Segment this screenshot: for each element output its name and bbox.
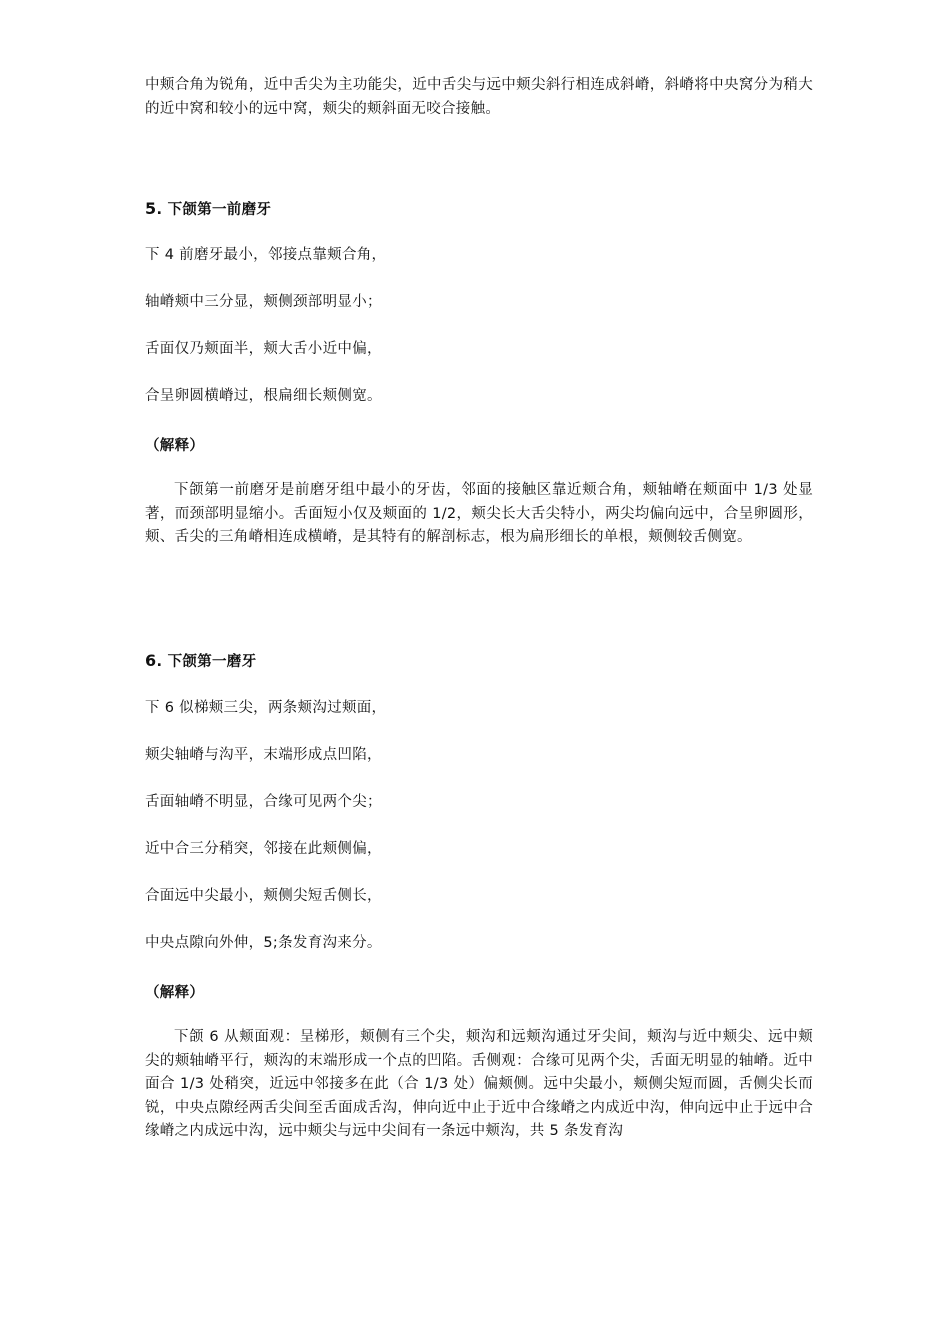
section-5-title: . 下颌第一前磨牙 <box>156 202 272 218</box>
section-6-title: . 下颌第一磨牙 <box>156 654 257 670</box>
section-6-verse: 颊尖轴嵴与沟平，末端形成点凹陷， <box>145 747 382 763</box>
intro-paragraph: 中颊合角为锐角，近中舌尖为主功能尖，近中舌尖与远中颊尖斜行相连成斜嵴，斜嵴将中央窝分为稍大的近中窝和较小的远中窝，颊尖的颊斜面无咬合接触。 <box>145 77 813 117</box>
section-5-verse: 舌面仅乃颊面半，颊大舌小近中偏， <box>145 341 382 357</box>
section-5-verse: 合呈卵圆横嵴过，根扁细长颊侧宽。 <box>145 388 382 404</box>
section-6-explain-label: （解释） <box>145 985 205 1001</box>
section-6-explanation-block <box>145 1026 813 1144</box>
intro-block <box>145 74 813 121</box>
section-6-number: 6 <box>145 651 157 670</box>
section-6-explanation: 下颌 6 从颊面观：呈梯形，颊侧有三个尖，颊沟和远颊沟通过牙尖间，颊沟与近中颊尖、远中颊尖的颊轴嵴平行，颊沟的末端形成一个点的凹陷。舌侧观：合缘可见两个尖，舌面无明显的轴嵴。近中面合 1/3 处稍突，近远中邻接多在此（合 1/3 处）偏颊侧。远中尖最小，颊侧尖短而圆，舌侧尖长而锐，中央点隙经两舌尖间至舌面成舌沟，伸向近中止于近中合缘嵴之内成近中沟，伸向远中止于远中合缘嵴之内成远中沟，远中颊尖与远中尖间有一条远中颊沟，共 5 条发育沟 <box>145 1029 813 1139</box>
section-5-explain-label: （解释） <box>145 438 205 454</box>
section-5-number: 5 <box>145 199 157 218</box>
section-5-verse: 下 4 前磨牙最小，邻接点靠颊合角， <box>145 247 387 263</box>
section-6-verse: 舌面轴嵴不明显，合缘可见两个尖； <box>145 794 382 810</box>
section-5-heading <box>145 198 271 219</box>
section-6-heading <box>145 650 256 671</box>
section-5-explanation: 下颌第一前磨牙是前磨牙组中最小的牙齿，邻面的接触区靠近颊合角，颊轴嵴在颊面中 1/3 处显著，而颈部明显缩小。舌面短小仅及颊面的 1/2，颊尖长大舌尖特小，两尖均偏向远中，合呈卵圆形，颊、舌尖的三角嵴相连成横嵴，是其特有的解剖标志，根为扁形细长的单根，颊侧较舌侧宽。 <box>145 482 813 545</box>
section-6-verse: 合面远中尖最小，颊侧尖短舌侧长， <box>145 888 382 904</box>
section-5-verse: 轴嵴颊中三分显，颊侧颈部明显小； <box>145 294 382 310</box>
section-6-verse: 下 6 似梯颊三尖，两条颊沟过颊面， <box>145 700 387 716</box>
section-6-verse: 近中合三分稍突，邻接在此颊侧偏， <box>145 841 382 857</box>
section-6-verse: 中央点隙向外伸，5;条发育沟来分。 <box>145 935 382 951</box>
section-5-explanation-block <box>145 479 813 550</box>
